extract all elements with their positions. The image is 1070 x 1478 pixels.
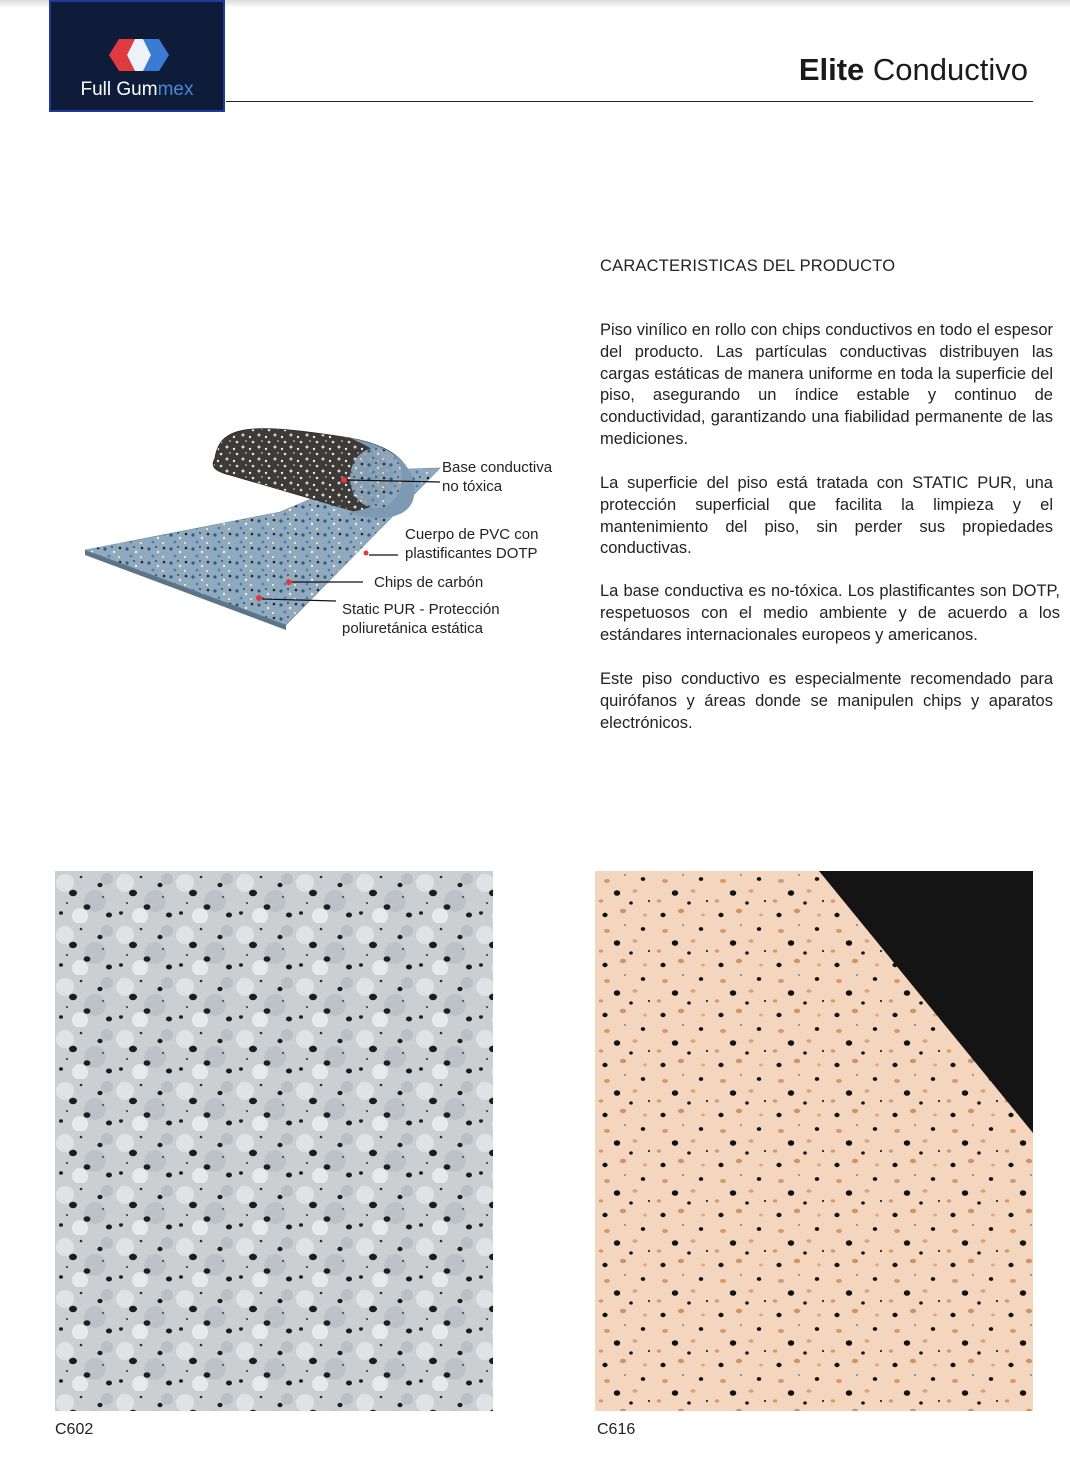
callout-carbon-chips: Chips de carbón: [374, 574, 484, 591]
logo-mark-icon: [109, 38, 169, 72]
description-paragraph: La superficie del piso está tratada con STATIC PUR, una protección superficial que facilita la limpieza y el mantenimiento del piso, sin perder sus propiedades conductivas.: [600, 474, 1053, 558]
swatch-c602-image: [55, 871, 493, 1411]
section-heading: CARACTERISTICAS DEL PRODUCTO: [600, 257, 896, 275]
description-paragraph: La base conductiva es no-tóxica. Los plastificantes son DOTP, respetuosos con el medio ambiente y de acuerdo a los estándares internacionales europeos y americanos.: [600, 582, 1060, 644]
callout-pvc-body: Cuerpo de PVC con plastificantes DOTP: [405, 526, 539, 562]
brand-logo: [49, 0, 225, 112]
swatch-code-label: C616: [597, 1421, 636, 1438]
swatch-c616-image: [595, 871, 1033, 1411]
document-title: Elite Conductivo: [798, 52, 1028, 87]
description-paragraph: Este piso conductivo es especialmente recomendado para quirófanos y áreas donde se manipulen chips y aparatos electrónicos.: [600, 670, 1053, 732]
callout-static-pur: Static PUR - Protección poliuretánica estática: [342, 601, 500, 637]
logo-text: Full Gummex: [80, 79, 194, 100]
swatch-code-label: C602: [55, 1421, 94, 1438]
header-divider: [226, 101, 1033, 102]
callout-conductive-base: Base conductiva no tóxica: [442, 459, 553, 495]
description-paragraph: Piso vinílico en rollo con chips conductivos en todo el espesor del producto. Las partículas conductivas distribuyen las cargas estáticas de manera uniforme en toda la superficie del piso, asegurando un índice estable y continuo de conductividad, garantizando una fiabilidad permanente de las mediciones.: [600, 321, 1053, 448]
